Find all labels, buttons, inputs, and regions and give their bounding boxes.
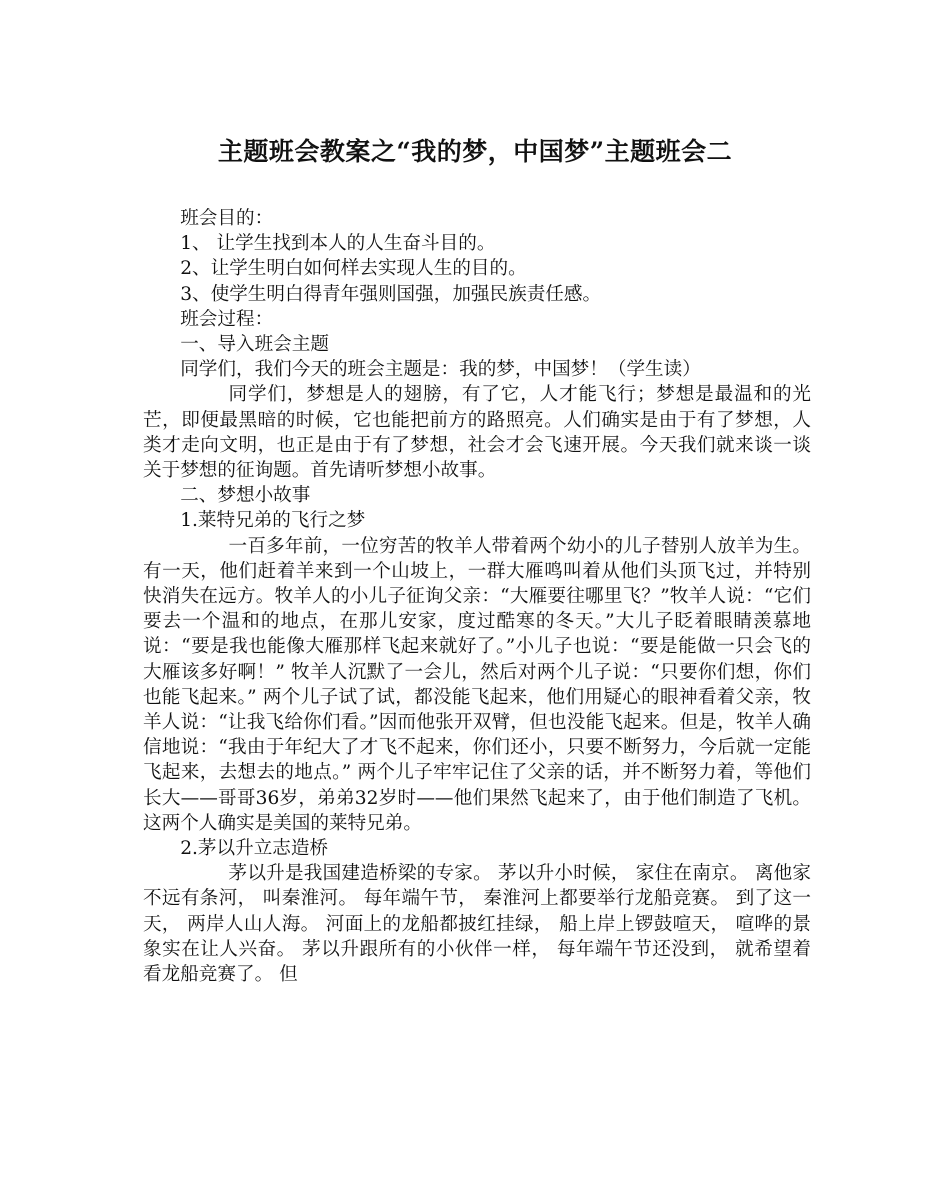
- paragraph-purpose-1: 1、 让学生找到本人的人生奋斗目的。: [180, 233, 496, 255]
- section-heading-intro: 一、导入班会主题: [180, 334, 329, 356]
- document-title: 主题班会教案之“我的梦，中国梦”主题班会二: [217, 137, 733, 166]
- story-heading-mao: 2.茅以升立志造桥: [180, 838, 329, 860]
- section-heading-stories: 二、梦想小故事: [180, 485, 311, 507]
- story-text-wright: 一百多年前，一位穷苦的牧羊人带着两个幼小的儿子替别人放羊为生。 有一天，他们赶着羊来到一个山坡上，一群大雁鸣叫着从他们头顶飞过，并特别快消失在远方。牧羊人的小儿子征询父亲：“大雁要往哪里飞？”牧羊人说：“它们要去一个温和的地点，在那儿安家，度过酷寒的冬天。”大儿子眨着眼睛羡慕地说：“要是我也能像大雁那样飞起来就好了。”小儿子也说：“要是能做一只会飞的大雁该多好啊！” 牧羊人沉默了一会儿，然后对两个儿子说：“只要你们想，你们也能飞起来。” 两个儿子试了试，都没能飞起来，他们用疑心的眼神看着父亲，牧羊人说：“让我飞给你们看。”因而他张开双臂，但也没能飞起来。但是，牧羊人确信地说：“我由于年纪大了才飞不起来，你们还小，只要不断努力，今后就一定能飞起来，去想去的地点。” 两个儿子牢牢记住了父亲的话，并不断努力着，等他们长大——哥哥36岁，弟弟32岁时——他们果然飞起来了，由于他们制造了飞机。这两个人确实是美国的莱特兄弟。: [143, 535, 811, 834]
- paragraph-dream-definition: 同学们，梦想是人的翅膀，有了它，人才能飞行；梦想是最温和的光芒，即便最黑暗的时候，它也能把前方的路照亮。人们确实是由于有了梦想，人类才走向文明，也正是由于有了梦想，社会才会飞速开展。今天我们就来谈一谈关于梦想的征询题。首先请听梦想小故事。: [143, 384, 811, 482]
- paragraph-intro: 同学们，我们今天的班会主题是：我的梦，中国梦！（学生读）: [180, 359, 701, 381]
- paragraph-purpose-3: 3、使学生明白得青年强则国强，加强民族责任感。: [180, 283, 602, 305]
- paragraph-purpose-2: 2、让学生明白如何样去实现人生的目的。: [180, 258, 527, 280]
- paragraph-purpose-heading: 班会目的：: [180, 208, 274, 229]
- story-text-mao: 茅以升是我国建造桥梁的专家。 茅以升小时候， 家住在南京。 离他家不远有条河， 叫秦淮河。 每年端午节， 秦淮河上都要举行龙船竞赛。 到了这一天， 两岸人山人海。 河面上的龙船都披红挂绿， 船上岸上锣鼓喧天， 喧哗的景象实在让人兴奋。 茅以升跟所有的小伙伴一样， 每年端午节还没到， 就希望着看龙船竞赛了。 但: [143, 863, 811, 986]
- story-heading-wright: 1.莱特兄弟的飞行之梦: [180, 510, 366, 532]
- paragraph-process-heading: 班会过程：: [180, 308, 274, 330]
- document-body: [143, 206, 811, 987]
